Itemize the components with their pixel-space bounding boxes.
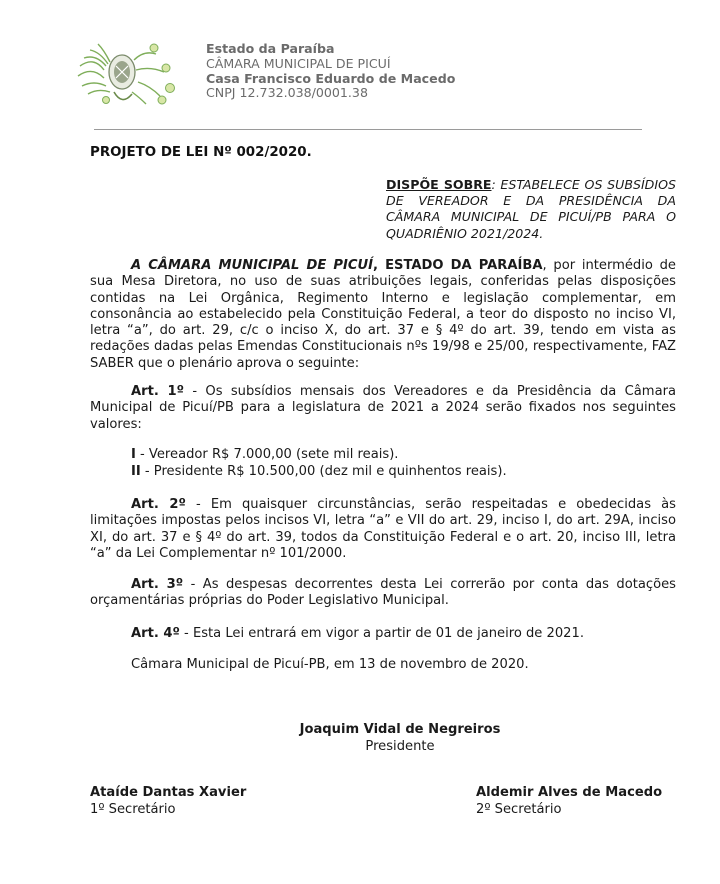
secretary-2-role: 2º Secretário (476, 801, 562, 817)
article-1-text: - Os subsídios mensais dos Vereadores e da Presidência da Câmara Municipal de Picuí/PB para a legislatura de 2021 a 2024 serão fixados nos seguintes valores: (90, 384, 676, 432)
header-divider (94, 129, 642, 130)
letterhead-state: Estado da Paraíba (206, 41, 335, 56)
preamble-paragraph (90, 258, 676, 372)
inciso-2-num: II (131, 464, 141, 479)
article-4-text: - Esta Lei entrará em vigor a partir de 01 de janeiro de 2021. (179, 626, 585, 641)
preamble-lead-italic: A CÂMARA MUNICIPAL DE PICUÍ (131, 258, 373, 273)
article-2-label: Art. 2º (131, 497, 186, 512)
project-title: PROJETO DE LEI Nº 002/2020. (90, 145, 312, 160)
letterhead-cnpj: CNPJ 12.732.038/0001.38 (206, 85, 368, 101)
preamble-text: , por intermédio de sua Mesa Diretora, no uso de suas atribuições legais, conferidas pelas disposições contidas na Lei Orgânica, Regimento Interno e legislação complementar, em consonância ao estabelecido pela Constituição Federal, a teor do disposto no inciso VI, letra “a”, do art. 29, c/c o inciso X, do art. 37 e § 4º do art. 39, tendo em vista as redações dadas pelas Emendas Constitucionais nºs 19/98 e 25/00, respectivamente, FAZ SABER que o plenário aprova o seguinte: (90, 258, 676, 371)
article-3-label: Art. 3º (131, 577, 184, 592)
secretary-1-role: 1º Secretário (90, 801, 176, 817)
camara-logo-icon (74, 36, 180, 108)
signature-president (284, 722, 516, 755)
signature-secretary-1 (90, 785, 246, 818)
inciso-1-text: - Vereador R$ 7.000,00 (sete mil reais). (135, 447, 399, 462)
inciso-1-num: I (131, 447, 136, 462)
place-date: Câmara Municipal de Picuí-PB, em 13 de novembro de 2020. (131, 657, 529, 672)
letterhead-chamber: CÂMARA MUNICIPAL DE PICUÍ (206, 55, 391, 71)
ementa (386, 177, 676, 242)
article-4-label: Art. 4º (131, 626, 180, 641)
article-1 (90, 384, 676, 433)
inciso-1 (131, 447, 398, 463)
article-4 (90, 626, 676, 642)
inciso-2 (131, 464, 507, 480)
ementa-text: : ESTABELECE OS SUBSÍDIOS DE VEREADOR E DA PRESIDÊNCIA DA CÂMARA MUNICIPAL DE PICUÍ/PB PARA O QUADRIÊNIO 2021/2024. (386, 177, 677, 241)
article-3-text: - As despesas decorrentes desta Lei correrão por conta das dotações orçamentárias próprias do Poder Legislativo Municipal. (90, 577, 676, 609)
letterhead-house: Casa Francisco Eduardo de Macedo (206, 70, 456, 86)
inciso-2-text: - Presidente R$ 10.500,00 (dez mil e quinhentos reais). (140, 464, 507, 479)
president-role: Presidente (365, 738, 435, 754)
ementa-label: DISPÕE SOBRE (386, 177, 492, 192)
article-2-text: - Em quaisquer circunstâncias, serão respeitadas e obedecidas às limitações impostas pelos incisos VI, letra “a” e VII do art. 29, inciso I, do art. 29A, inciso XI, do art. 37 e § 4º do art. 39, todos da Constituição Federal e o art. 20, inciso III, letra “a” da Lei Complementar nº 101/2000. (90, 497, 676, 561)
president-name: Joaquim Vidal de Negreiros (299, 722, 501, 737)
article-1-label: Art. 1º (131, 384, 185, 399)
preamble-lead-bold: , ESTADO DA PARAÍBA (373, 258, 543, 273)
secretary-1-name: Ataíde Dantas Xavier (90, 785, 247, 800)
signature-secretary-2 (476, 785, 662, 818)
article-2 (90, 497, 676, 562)
secretary-2-name: Aldemir Alves de Macedo (476, 785, 663, 800)
article-3 (90, 577, 676, 610)
letterhead (206, 42, 455, 101)
